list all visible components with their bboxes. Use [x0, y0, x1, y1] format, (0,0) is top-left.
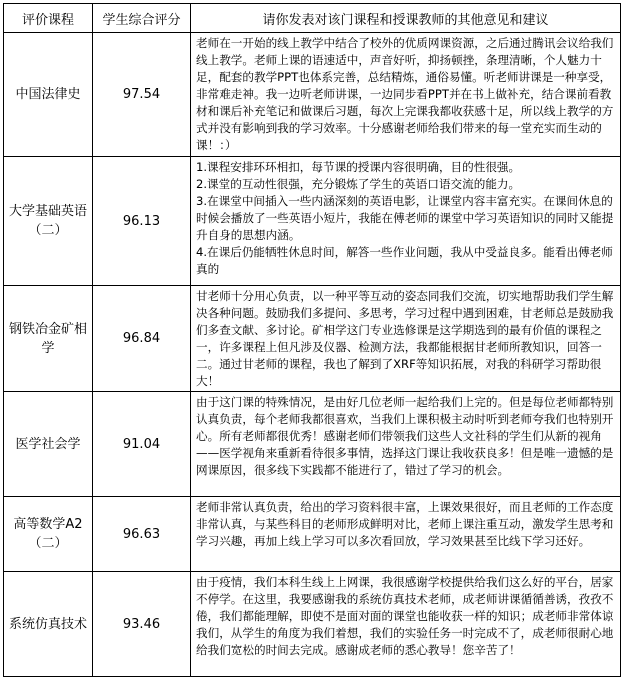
table-row: [4, 286, 621, 392]
table-row: [4, 33, 621, 157]
course-comment: 老师在一开始的线上教学中结合了校外的优质网课资源，之后通过腾讯会议给我们线上教学。老师上课的语速适中，声音好听，抑扬顿挫，条理清晰，个人魅力十足，配套的教学PPT也体系完善，总结精炼，通俗易懂。听老师讲课是一种享受，非常难走神。我一边听老师讲课，一边同步看PPT并在书上做补充，结合课前看教材和课后补充笔记和做课后习题，每次上完课我都收获感十足，所以线上教学的方式并没有影响到我的学习效率。十分感谢老师给我们带来的每一堂充实而生动的课！：）: [191, 33, 621, 157]
course-name: 大学基础英语（二）: [4, 157, 93, 286]
course-comment: 由于疫情，我们本科生线上上网课，我很感谢学校提供给我们这么好的平台，居家不停学。在这里，我要感谢我的系统仿真技术老师，成老师讲课循循善诱，孜孜不倦，我们都能理解，即使不是面对面的课堂也能收获一样的知识；成老师非常体谅我们，从学生的角度为我们着想，我们的实验任务一时完成不了，成老师很耐心地给我们宽松的时间去完成。感谢成老师的悉心教导！您辛苦了！: [191, 572, 621, 677]
header-score: 学生综合评分: [93, 4, 191, 33]
table-row: [4, 157, 621, 286]
table-row: [4, 497, 621, 572]
course-score: 96.84: [93, 286, 191, 392]
course-score: 96.63: [93, 497, 191, 572]
header-row: [4, 4, 621, 33]
course-name: 系统仿真技术: [4, 572, 93, 677]
course-comment: [191, 157, 621, 286]
header-comment: 请你发表对该门课程和授课教师的其他意见和建议: [191, 4, 621, 33]
comment-line: 2.课堂的互动性很强，充分锻炼了学生的英语口语交流的能力。: [196, 177, 521, 191]
evaluation-table: [3, 3, 621, 677]
course-name: 中国法律史: [4, 33, 93, 157]
course-score: 91.04: [93, 392, 191, 497]
course-comment: 由于这门课的特殊情况，是由好几位老师一起给我们上完的。但是每位老师都特别认真负责，每个老师我都很喜欢，当我们上课积极主动时听到老师夸我们也特别开心。所有老师都很优秀！感谢老师们带领我们这些人文社科的学生们从新的视角——医学视角来重新看待很多事情，选择这门课让我收获良多！但是唯一遗憾的是网课原因，很多线下实践都不能进行了，错过了学习的机会。: [191, 392, 621, 497]
comment-line: 4.在课后仍能牺牲休息时间，解答一些作业问题，我从中受益良多。能看出傅老师真的: [196, 245, 613, 276]
comment-line: 3.在课堂中间插入一些内涵深刻的英语电影，让课堂内容丰富充实。在课间休息的时候会播放了一些英语小短片，我能在傅老师的课堂中学习英语知识的同时又能提升自身的思想内涵。: [196, 194, 614, 242]
header-course: 评价课程: [4, 4, 93, 33]
course-name: 钢铁冶金矿相学: [4, 286, 93, 392]
course-name: 高等数学A2（二）: [4, 497, 93, 572]
course-score: 97.54: [93, 33, 191, 157]
comment-line: 1.课程安排环环相扣，每节课的授课内容很明确，目的性很强。: [196, 160, 521, 174]
course-name: 医学社会学: [4, 392, 93, 497]
table-row: [4, 572, 621, 677]
course-comment: 老师非常认真负责，给出的学习资料很丰富，上课效果很好，而且老师的工作态度非常认真，与某些科目的老师形成鲜明对比，老师上课注重互动，激发学生思考和学习兴趣，再加上线上学习可以多次看回放，学习效果甚至比线下学习还好。: [191, 497, 621, 572]
course-comment: 甘老师十分用心负责，以一种平等互动的姿态同我们交流，切实地帮助我们学生解决各种问题。鼓励我们多提问、多思考，学习过程中遇到困难，甘老师总是鼓励我们多查文献、多讨论。矿相学这门专业选修课是这学期选到的最有价值的课程之一，许多课程上但凡涉及仪器、检测方法，我都能根据甘老师所教知识，回答一二。通过甘老师的课程，我也了解到了XRF等知识拓展，对我的科研学习帮助很大！: [191, 286, 621, 392]
course-score: 93.46: [93, 572, 191, 677]
course-score: 96.13: [93, 157, 191, 286]
table-row: [4, 392, 621, 497]
